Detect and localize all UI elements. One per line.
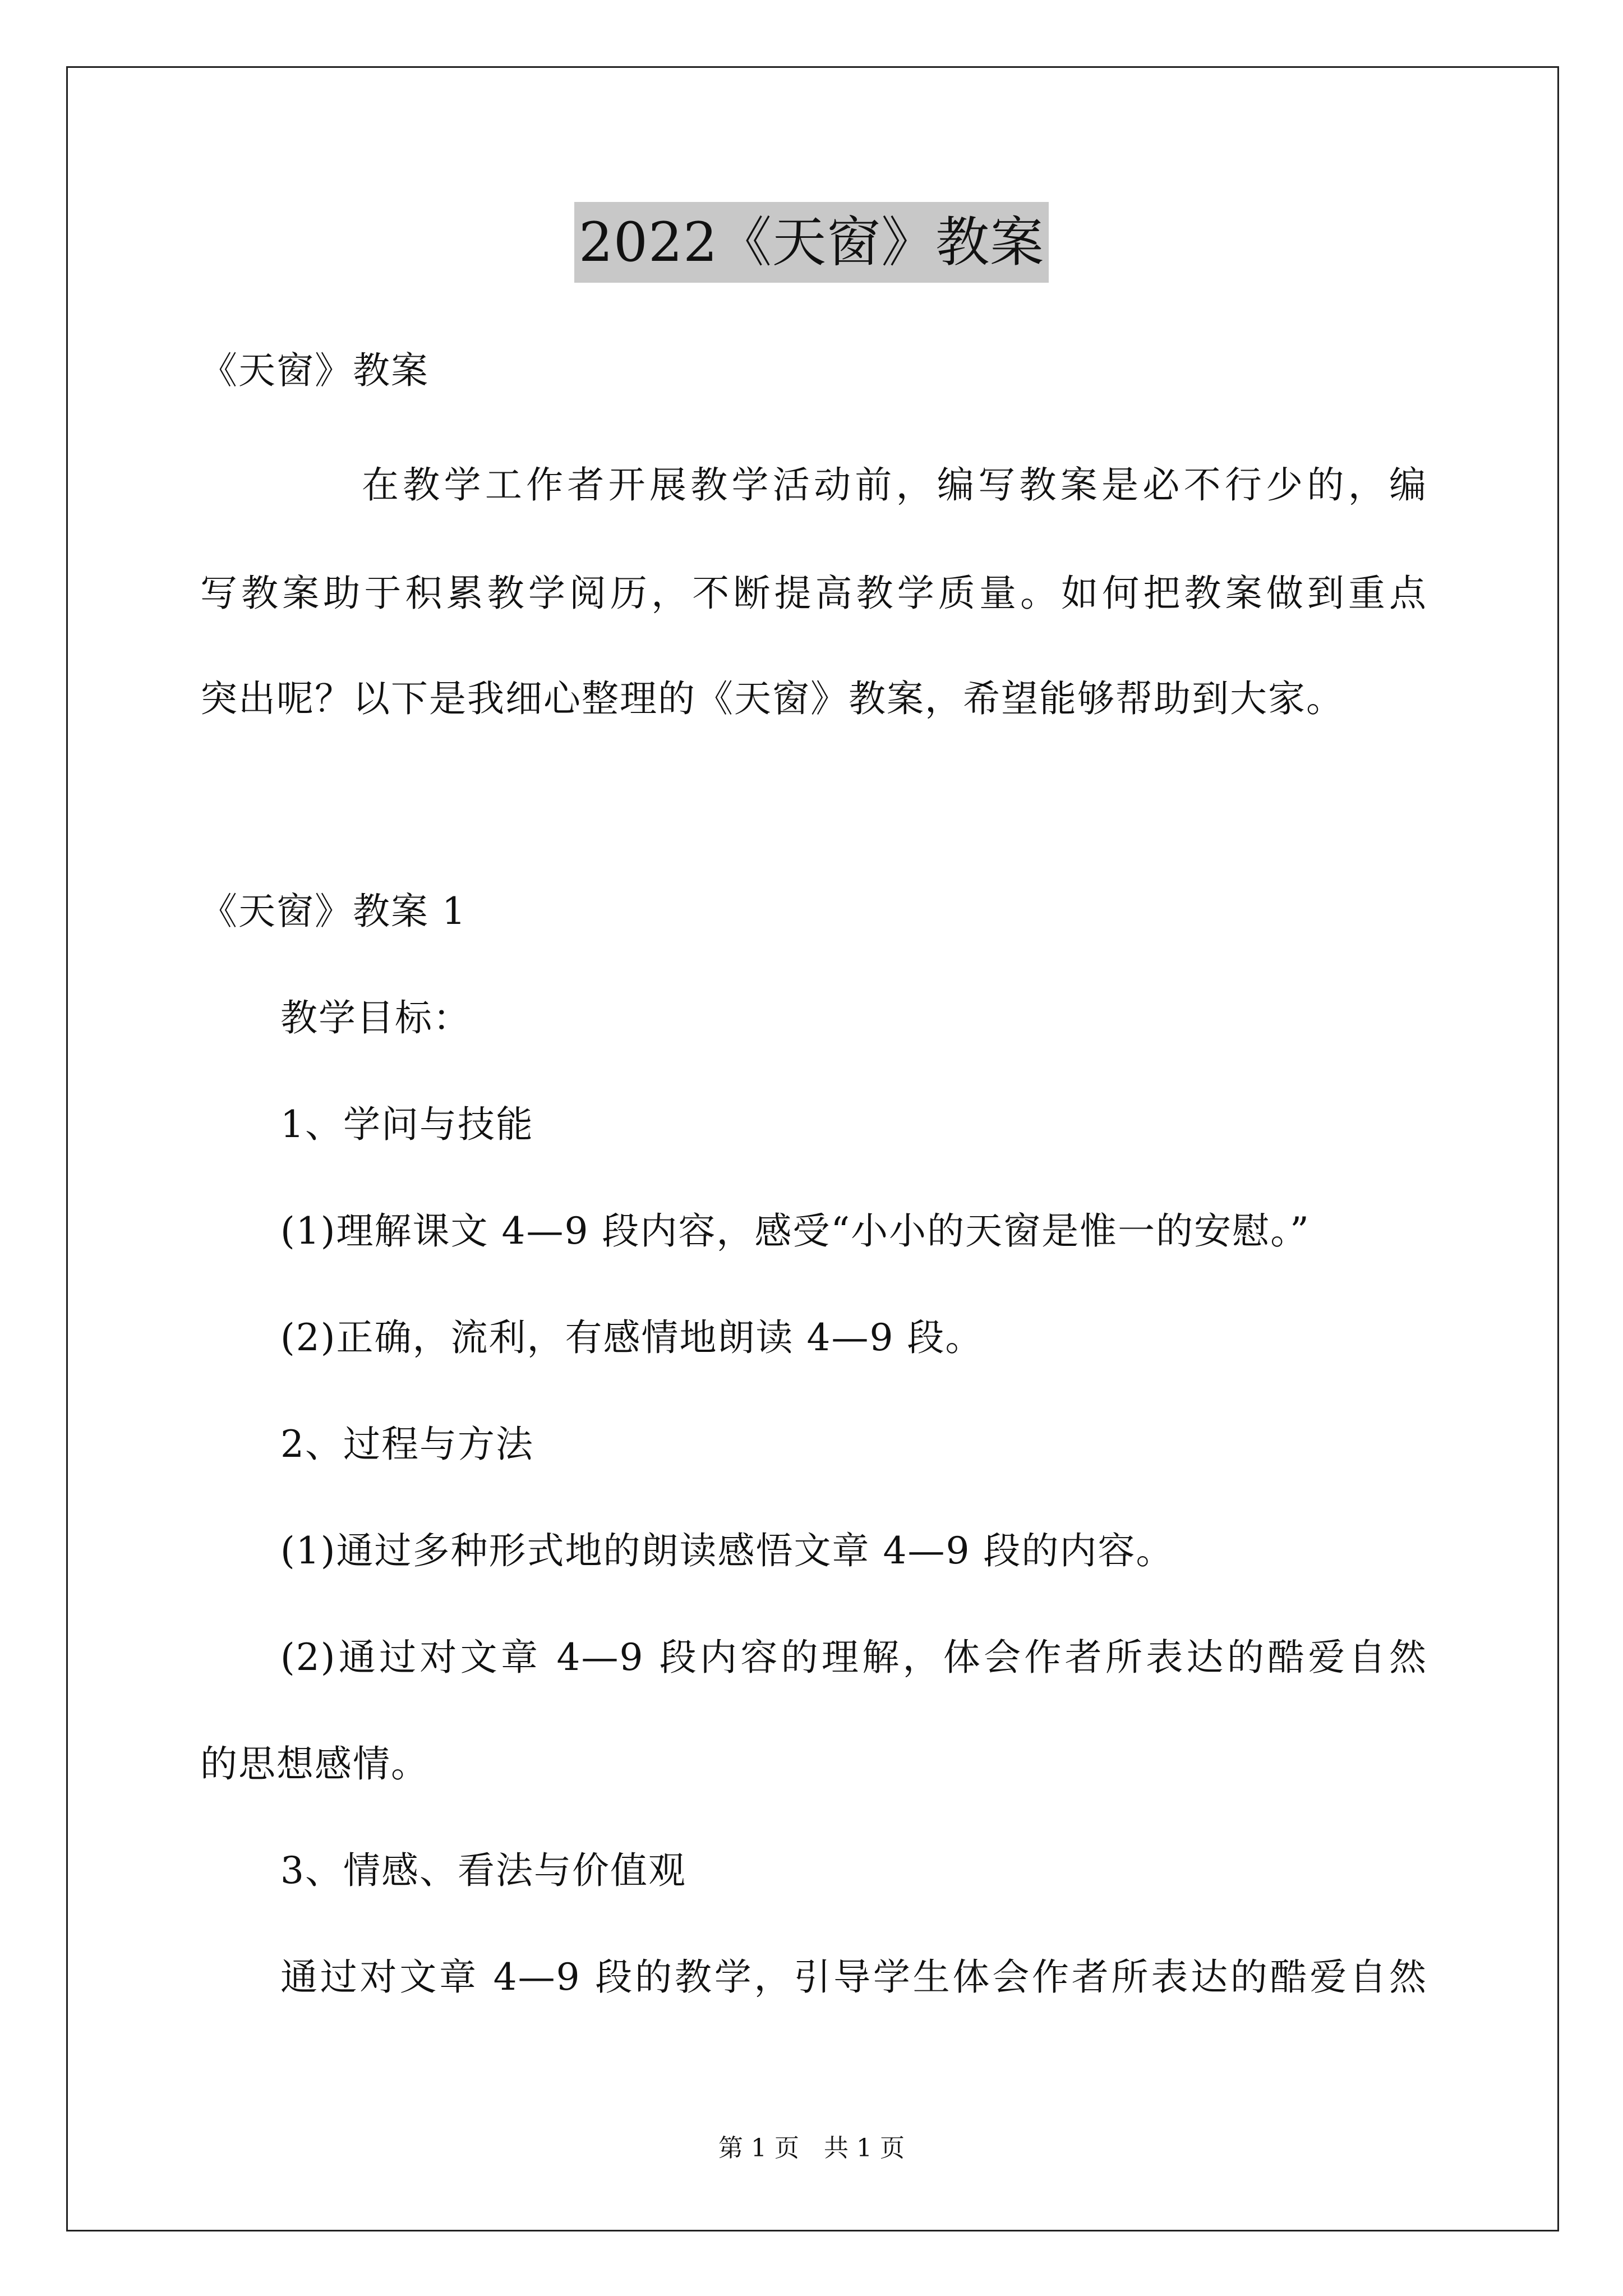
subtitle-line: 《天窗》教案 <box>200 349 429 392</box>
objective-1-item-1: (1)理解课文 4—9 段内容，感受“小小的天窗是惟一的安慰。” <box>280 1209 1310 1253</box>
objective-2-item-2: (2)通过对文章 4—9 段内容的理解，体会作者所表达的酷爱自然 <box>280 1636 1427 1679</box>
page-footer: 第 1 页 共 1 页 <box>718 2134 905 2162</box>
objective-1-heading: 1、学问与技能 <box>280 1103 534 1146</box>
section-heading-1: 《天窗》教案 1 <box>200 890 467 933</box>
title-container <box>0 202 1623 283</box>
intro-line-1: 在教学工作者开展教学活动前，编写教案是必不行少的，编 <box>362 463 1427 507</box>
objective-3-body: 通过对文章 4—9 段的教学，引导学生体会作者所表达的酷爱自然 <box>280 1955 1427 1999</box>
objective-2-item-1: (1)通过多种形式地的朗读感悟文章 4—9 段的内容。 <box>280 1529 1174 1572</box>
objective-1-item-2: (2)正确，流利，有感情地朗读 4—9 段。 <box>280 1316 984 1359</box>
intro-line-3: 突出呢？以下是我细心整理的《天窗》教案，希望能够帮助到大家。 <box>200 677 1344 720</box>
objective-2-item-2-cont: 的思想感情。 <box>200 1742 429 1786</box>
objectives-heading: 教学目标： <box>280 996 471 1039</box>
document-title: 2022《天窗》教案 <box>574 202 1049 283</box>
intro-line-2: 写教案助于积累教学阅历，不断提高教学质量。如何把教案做到重点 <box>200 572 1427 615</box>
objective-3-heading: 3、情感、看法与价值观 <box>280 1849 686 1892</box>
objective-2-heading: 2、过程与方法 <box>280 1423 534 1466</box>
